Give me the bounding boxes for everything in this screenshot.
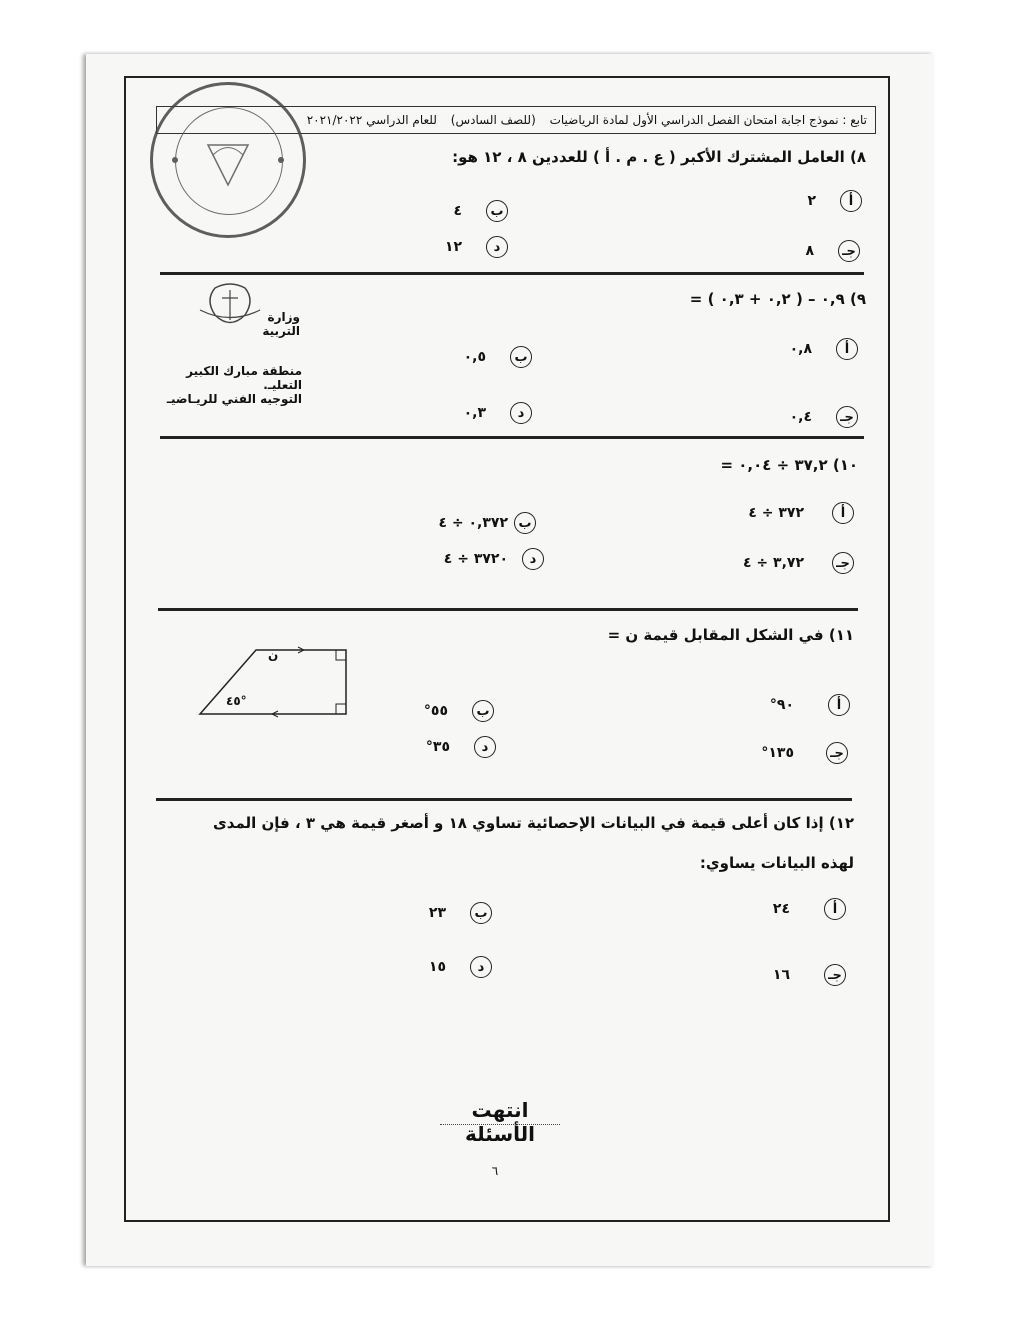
option-value: ٩٠° bbox=[769, 697, 794, 713]
option-value: ٢٣ bbox=[428, 905, 446, 921]
q9-option-c[interactable] bbox=[790, 406, 858, 428]
option-value: ٣٧٢ ÷ ٤ bbox=[748, 505, 804, 521]
header-grade: (للصف السادس) bbox=[450, 113, 536, 127]
option-value: ٤ bbox=[453, 203, 462, 219]
option-letter: ب bbox=[514, 512, 536, 534]
option-value: ٠,٣ bbox=[463, 405, 486, 421]
ministry-logo bbox=[160, 280, 300, 344]
option-letter: ب bbox=[470, 902, 492, 924]
question-9: ٩) ٠,٩ – ( ٠,٢ + ٠,٣ ) = bbox=[689, 290, 866, 308]
option-letter: أ bbox=[832, 502, 854, 524]
q12-option-a[interactable] bbox=[773, 898, 846, 920]
separator-line bbox=[160, 272, 864, 275]
option-letter: ب bbox=[510, 346, 532, 368]
q12-option-b[interactable] bbox=[429, 902, 492, 924]
option-value: ١٢ bbox=[444, 239, 462, 255]
end-of-questions: انتهت الأسئلة bbox=[465, 1098, 535, 1146]
option-letter: جـ bbox=[838, 240, 860, 262]
option-letter: د bbox=[522, 548, 544, 570]
q11-option-d[interactable] bbox=[426, 736, 496, 758]
angle-label: ٤٥° bbox=[226, 694, 247, 708]
option-letter: أ bbox=[840, 190, 862, 212]
option-letter: جـ bbox=[836, 406, 858, 428]
page-number: ٦ bbox=[491, 1164, 499, 1178]
question-12: ١٢) إذا كان أعلى قيمة في البيانات الإحصائية تساوي ١٨ و أصغر قيمة هي ٣ ، فإن المدى bbox=[213, 814, 854, 832]
option-value: ٠,٤ bbox=[789, 409, 812, 425]
ministry-name: وزارة التربية bbox=[262, 310, 300, 338]
option-letter: ب bbox=[472, 700, 494, 722]
option-letter: جـ bbox=[824, 964, 846, 986]
official-stamp bbox=[150, 82, 306, 238]
option-letter: د bbox=[486, 236, 508, 258]
unknown-angle-label: ن bbox=[268, 648, 279, 662]
question-8: ٨) العامل المشترك الأكبر ( ع . م . أ ) للعددين ٨ ، ١٢ هو: bbox=[452, 148, 866, 166]
option-letter: د bbox=[510, 402, 532, 424]
option-letter: د bbox=[470, 956, 492, 978]
q10-option-b[interactable] bbox=[438, 512, 536, 534]
q12-option-d[interactable] bbox=[429, 956, 492, 978]
option-value: ١٥ bbox=[428, 959, 446, 975]
separator-line bbox=[158, 608, 858, 611]
q10-option-d[interactable] bbox=[444, 548, 544, 570]
option-value: ٢٤ bbox=[772, 901, 790, 917]
supervision-name: التوجيه الفني للريـاضيـ bbox=[166, 392, 302, 406]
header-title: تابع : نموذج اجابة امتحان الفصل الدراسي الأول لمادة الرياضيات bbox=[549, 113, 867, 127]
option-letter: أ bbox=[824, 898, 846, 920]
option-letter: جـ bbox=[832, 552, 854, 574]
option-value: ٠,٨ bbox=[789, 341, 812, 357]
option-value: ٣٥° bbox=[425, 739, 450, 755]
question-12-continued: لهذه البيانات يساوي: bbox=[699, 854, 854, 872]
q8-option-d[interactable] bbox=[445, 236, 508, 258]
option-letter: أ bbox=[828, 694, 850, 716]
option-value: ١٣٥° bbox=[761, 745, 794, 761]
option-value: ٠,٣٧٢ ÷ ٤ bbox=[438, 515, 508, 531]
option-value: ٨ bbox=[805, 243, 814, 259]
option-value: ١٦ bbox=[772, 967, 790, 983]
end-ornament bbox=[440, 1124, 560, 1131]
q11-option-c[interactable] bbox=[761, 742, 848, 764]
option-letter: أ bbox=[836, 338, 858, 360]
q9-option-a[interactable] bbox=[790, 338, 858, 360]
q11-option-b[interactable] bbox=[424, 700, 494, 722]
option-value: ٥٥° bbox=[423, 703, 448, 719]
option-value: ٠,٥ bbox=[463, 349, 486, 365]
header-year: للعام الدراسي ٢٠٢١/٢٠٢٢ bbox=[306, 113, 437, 127]
q8-option-a[interactable] bbox=[807, 190, 862, 212]
q11-option-a[interactable] bbox=[770, 694, 850, 716]
stamp-emblem-icon bbox=[153, 85, 303, 235]
separator-line bbox=[160, 436, 864, 439]
option-letter: ب bbox=[486, 200, 508, 222]
option-letter: جـ bbox=[826, 742, 848, 764]
option-value: ٢ bbox=[807, 193, 816, 209]
option-letter: د bbox=[474, 736, 496, 758]
q8-option-b[interactable] bbox=[453, 200, 508, 222]
q12-option-c[interactable] bbox=[773, 964, 846, 986]
question-10: ١٠) ٣٧,٢ ÷ ٠,٠٤ = bbox=[720, 456, 858, 474]
option-value: ٣٧٢٠ ÷ ٤ bbox=[443, 551, 508, 567]
question-11: ١١) في الشكل المقابل قيمة ن = bbox=[607, 626, 854, 644]
q10-option-a[interactable] bbox=[748, 502, 854, 524]
separator-line bbox=[156, 798, 852, 801]
q8-option-c[interactable] bbox=[805, 240, 860, 262]
q10-option-c[interactable] bbox=[743, 552, 854, 574]
q9-option-d[interactable] bbox=[464, 402, 532, 424]
region-name: منطقة مبارك الكبير التعليـ. bbox=[186, 364, 302, 392]
q9-option-b[interactable] bbox=[464, 346, 532, 368]
option-value: ٣,٧٢ ÷ ٤ bbox=[743, 555, 804, 571]
